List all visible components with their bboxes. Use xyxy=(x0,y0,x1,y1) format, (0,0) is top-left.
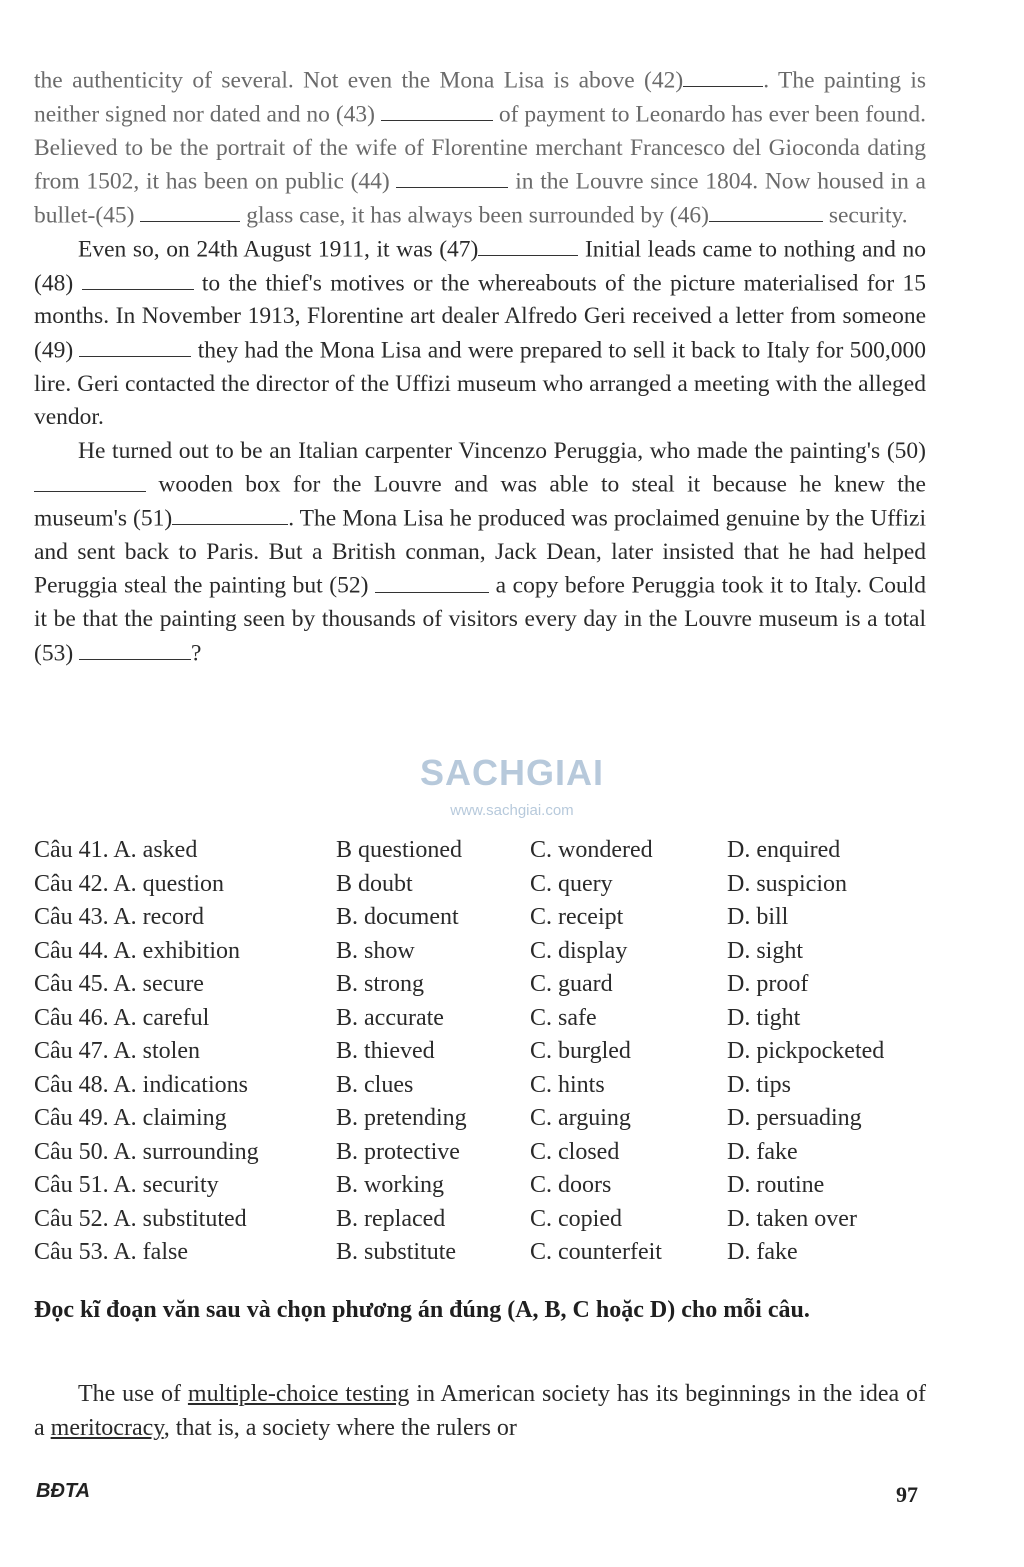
text-segment: in American society has its beginnings in the idea of a xyxy=(34,1381,927,1441)
option-b: B. thieved xyxy=(336,1038,435,1064)
option-a: Câu 49. A. claiming xyxy=(34,1105,227,1131)
text-segment: in the Louvre since 1804. Now housed in a bullet-(45) xyxy=(34,168,926,229)
text-segment: security. xyxy=(822,202,908,229)
question-45 xyxy=(34,968,934,1002)
section-instruction: Đọc kĩ đoạn văn sau và chọn phương án đúng (A, B, C hoặc D) cho mỗi câu. xyxy=(34,1297,810,1323)
blank-53 xyxy=(79,637,191,660)
question-50 xyxy=(34,1136,934,1170)
paragraph-1 xyxy=(34,64,926,233)
text-segment: . The Mona Lisa he produced was proclaimed genuine by the Uffizi and sent back to Paris. But a British conman, Jack Dean, later insisted that he had helped Peruggia steal the painting but (52) xyxy=(34,505,926,599)
option-a: Câu 52. A. substituted xyxy=(34,1205,247,1232)
option-d: D. bill xyxy=(727,904,789,930)
text-segment: . The painting is neither signed nor dated and no (43) xyxy=(34,67,926,128)
option-c: C. wondered xyxy=(530,837,653,863)
option-b: B doubt xyxy=(336,870,413,897)
option-d: D. suspicion xyxy=(727,870,847,897)
question-44 xyxy=(34,935,934,969)
blank-50 xyxy=(34,468,146,491)
answer-options xyxy=(34,834,934,1270)
option-d: D. taken over xyxy=(727,1205,857,1232)
option-a: Câu 50. A. surrounding xyxy=(34,1138,259,1165)
question-53 xyxy=(34,1236,934,1270)
passage-2 xyxy=(34,1377,926,1445)
book-code: BĐTA xyxy=(36,1480,91,1502)
option-b: B. working xyxy=(336,1172,444,1198)
option-c: C. display xyxy=(530,937,628,964)
text-segment: ? xyxy=(191,639,202,666)
underlined-term: multiple-choice testing xyxy=(187,1381,410,1407)
blank-49 xyxy=(79,334,191,357)
text-segment: Initial leads came to nothing and no (48) xyxy=(34,236,926,296)
option-d: D. fake xyxy=(727,1138,798,1165)
option-a: Câu 47. A. stolen xyxy=(34,1038,200,1064)
option-c: C. burgled xyxy=(530,1038,631,1064)
question-51 xyxy=(34,1169,934,1203)
option-b: B. document xyxy=(336,904,459,930)
option-a: Câu 53. A. false xyxy=(34,1239,188,1265)
blank-47 xyxy=(478,233,578,256)
text-segment: Even so, on 24th August 1911, it was (47) xyxy=(78,236,479,263)
option-d: D. proof xyxy=(727,971,809,997)
text-segment: , that is, a society where the rulers or xyxy=(163,1415,517,1441)
watermark-url: www.sachgiai.com xyxy=(450,802,574,819)
option-c: C. query xyxy=(530,870,613,897)
blank-42 xyxy=(683,64,763,87)
option-a: Câu 41. A. asked xyxy=(34,837,198,863)
option-c: C. guard xyxy=(530,971,613,997)
option-b: B. show xyxy=(336,937,415,964)
page-number: 97 xyxy=(896,1482,918,1507)
option-d: D. routine xyxy=(727,1172,825,1198)
text-segment: they had the Mona Lisa and were prepared to sell it back to Italy for 500,000 lire. Geri contacted the director of the Uffizi museum who arranged a meeting with the alleged vendor. xyxy=(34,337,926,431)
text-segment: wooden box for the Louvre and was able to steal it because he knew the museum's (51) xyxy=(34,471,926,532)
text-segment: to the thief's motives or the whereabouts of the picture materialised for 15 months. In November 1913, Florentine art dealer Alfredo Geri received a letter from someone (49) xyxy=(34,269,926,364)
question-43 xyxy=(34,901,934,935)
option-d: D. tips xyxy=(727,1071,792,1098)
option-a: Câu 42. A. question xyxy=(34,870,224,897)
option-d: D. pickpocketed xyxy=(727,1038,885,1064)
option-b: B questioned xyxy=(336,837,462,863)
option-b: B. replaced xyxy=(336,1205,446,1232)
option-c: C. counterfeit xyxy=(530,1239,662,1265)
blank-52 xyxy=(375,569,489,592)
option-b: B. strong xyxy=(336,971,425,997)
option-c: C. closed xyxy=(530,1138,620,1165)
option-c: C. copied xyxy=(530,1205,622,1232)
watermark xyxy=(412,752,612,842)
option-c: C. receipt xyxy=(530,904,624,930)
text-segment: The use of xyxy=(78,1381,188,1407)
question-47 xyxy=(34,1035,934,1069)
option-b: B. protective xyxy=(336,1138,460,1165)
paragraph-2 xyxy=(34,233,926,435)
option-a: Câu 45. A. secure xyxy=(34,971,204,997)
question-52 xyxy=(34,1203,934,1237)
paragraph-3 xyxy=(34,435,926,671)
option-a: Câu 46. A. careful xyxy=(34,1004,210,1031)
text-segment: of payment to Leonardo has ever been found. Believed to be the portrait of the wife of Florentine merchant Francesco del Gioconda dating from 1502, it has been on public (44) xyxy=(34,101,927,195)
text-segment: a copy before Peruggia took it to Italy. Could it be that the painting seen by thousands of visitors every day in the Louvre museum is a total (53) xyxy=(34,572,926,666)
option-d: D. tight xyxy=(727,1004,801,1031)
option-d: D. sight xyxy=(727,937,804,964)
watermark-logo: SACHGIAI xyxy=(419,752,604,793)
question-49 xyxy=(34,1102,934,1136)
option-d: D. persuading xyxy=(727,1105,862,1131)
question-42 xyxy=(34,868,934,902)
option-a: Câu 48. A. indications xyxy=(34,1071,248,1098)
option-c: C. arguing xyxy=(530,1105,631,1131)
option-c: C. hints xyxy=(530,1071,605,1098)
question-46 xyxy=(34,1002,934,1036)
question-48 xyxy=(34,1069,934,1103)
option-b: B. clues xyxy=(336,1071,414,1098)
paragraph-4 xyxy=(34,1377,926,1445)
option-a: Câu 44. A. exhibition xyxy=(34,937,240,964)
blank-43 xyxy=(381,98,493,121)
blank-45 xyxy=(140,199,240,222)
option-b: B. substitute xyxy=(336,1239,457,1265)
option-d: D. fake xyxy=(727,1239,798,1265)
question-41 xyxy=(34,834,934,868)
underlined-term: meritocracy xyxy=(50,1415,164,1441)
option-d: D. enquired xyxy=(727,837,841,863)
text-segment: glass case, it has always been surrounded by (46) xyxy=(240,202,709,229)
blank-44 xyxy=(396,165,508,188)
option-a: Câu 51. A. security xyxy=(34,1172,219,1198)
option-b: B. pretending xyxy=(336,1105,467,1131)
blank-46 xyxy=(709,199,823,222)
option-c: C. safe xyxy=(530,1004,597,1031)
option-c: C. doors xyxy=(530,1172,612,1198)
option-a: Câu 43. A. record xyxy=(34,904,204,930)
blank-48 xyxy=(82,267,194,290)
option-b: B. accurate xyxy=(336,1004,444,1031)
passage-1 xyxy=(34,64,926,670)
text-segment: the authenticity of several. Not even the Mona Lisa is above (42) xyxy=(34,67,684,94)
blank-51 xyxy=(172,502,288,525)
text-segment: He turned out to be an Italian carpenter Vincenzo Peruggia, who made the painting's (50) xyxy=(78,437,926,464)
